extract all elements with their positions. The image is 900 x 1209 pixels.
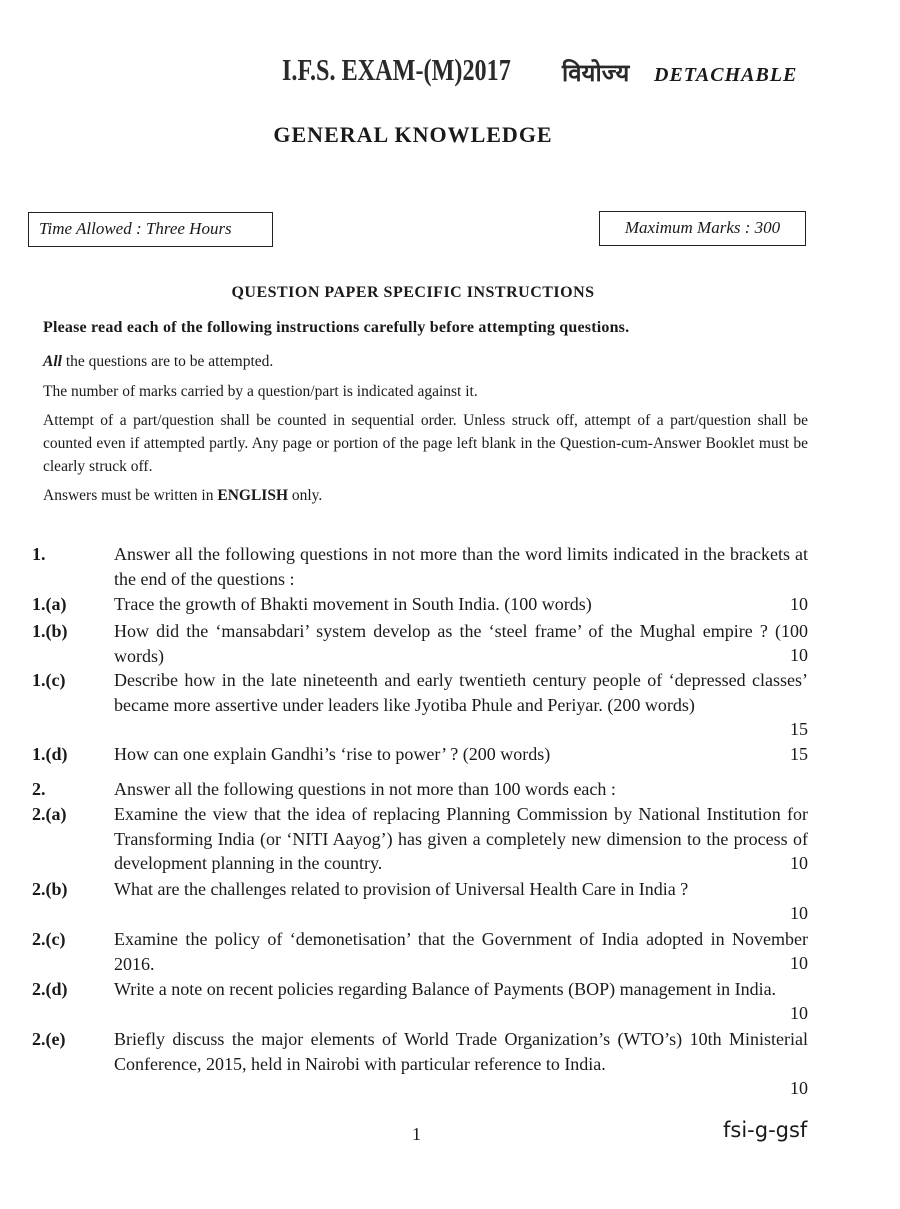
instruction-all-questions xyxy=(43,350,808,373)
question-number: 1.(d) xyxy=(32,744,68,764)
subject-title: GENERAL KNOWLEDGE xyxy=(273,122,553,147)
question-number: 1.(b) xyxy=(32,621,68,641)
question-number: 2.(b) xyxy=(32,879,68,899)
question-number: 2.(a) xyxy=(32,804,67,824)
question-text: Describe how in the late nineteenth and early twentieth century people of ‘depressed classes’ became more assertive under leaders like Jyotiba Phule and Periyar. (200 words) xyxy=(114,670,808,715)
instruction-language-post: only. xyxy=(288,487,323,504)
question-text: Write a note on recent policies regarding Balance of Payments (BOP) management in India. xyxy=(114,979,777,999)
instruction-all-rest: the questions are to be attempted. xyxy=(61,353,274,370)
question-number: 2.(e) xyxy=(32,1029,66,1049)
question-number: 1.(c) xyxy=(32,670,66,690)
question-marks: 10 xyxy=(790,903,808,923)
instruction-language xyxy=(43,484,808,507)
question-marks: 10 xyxy=(790,594,808,614)
question-marks: 10 xyxy=(790,853,808,873)
document-code: fsi-g-gsf xyxy=(723,1118,808,1142)
question-number: 1.(a) xyxy=(32,594,67,614)
page-number: 1 xyxy=(412,1124,421,1144)
question-marks: 10 xyxy=(790,953,808,973)
exam-code: I.F.S. EXAM-(M)2017 xyxy=(282,52,511,87)
question-text: Trace the growth of Bhakti movement in South India. (100 words) xyxy=(114,594,592,614)
question-number: 2.(d) xyxy=(32,979,68,999)
hindi-detachable-label: वियोज्य xyxy=(562,59,630,87)
time-allowed-box: Time Allowed : Three Hours xyxy=(28,212,273,247)
question-text: How did the ‘mansabdari’ system develop as the ‘steel frame’ of the Mughal empire ? (100 words) xyxy=(114,621,808,666)
question-marks: 15 xyxy=(790,744,808,764)
question-marks: 10 xyxy=(790,1078,808,1098)
instructions-heading: QUESTION PAPER SPECIFIC INSTRUCTIONS xyxy=(231,284,595,301)
question-text: What are the challenges related to provision of Universal Health Care in India ? xyxy=(114,879,689,899)
exam-header xyxy=(282,52,798,88)
detachable-label: DETACHABLE xyxy=(654,64,798,86)
question-marks: 10 xyxy=(790,1003,808,1023)
question-number: 2. xyxy=(32,779,46,799)
question-number: 2.(c) xyxy=(32,929,66,949)
instructions-lead: Please read each of the following instructions carefully before attempting questions. xyxy=(43,319,630,336)
instruction-sequential: Attempt of a part/question shall be counted in sequential order. Unless struck off, attempt of a part/question shall be counted even if attempted partly. Any page or portion of the page left blank in the Question-cum-Answer Booklet must be clearly struck off. xyxy=(43,412,808,475)
instruction-language-pre: Answers must be written in xyxy=(43,487,218,504)
maximum-marks-box: Maximum Marks : 300 xyxy=(599,211,806,246)
instruction-marks: The number of marks carried by a question/part is indicated against it. xyxy=(43,383,478,400)
question-text: Answer all the following questions in not more than the word limits indicated in the brackets at the end of the questions : xyxy=(114,544,808,589)
question-text: How can one explain Gandhi’s ‘rise to power’ ? (200 words) xyxy=(114,744,551,764)
question-text: Briefly discuss the major elements of World Trade Organization’s (WTO’s) 10th Ministerial Conference, 2015, held in Nairobi with particular reference to India. xyxy=(114,1029,808,1074)
question-text: Examine the policy of ‘demonetisation’ that the Government of India adopted in November 2016. xyxy=(114,929,808,974)
instruction-language-bold: ENGLISH xyxy=(217,487,288,504)
question-text: Examine the view that the idea of replacing Planning Commission by National Institution for Transforming India (or ‘NITI Aayog’) has given a completely new dimension to the process of development planning in the country. xyxy=(114,804,808,873)
question-text: Answer all the following questions in not more than 100 words each : xyxy=(114,779,616,799)
question-marks: 15 xyxy=(790,719,808,739)
instruction-all-emphasis: All xyxy=(43,353,62,370)
question-marks: 10 xyxy=(790,645,808,665)
question-number: 1. xyxy=(32,544,46,564)
